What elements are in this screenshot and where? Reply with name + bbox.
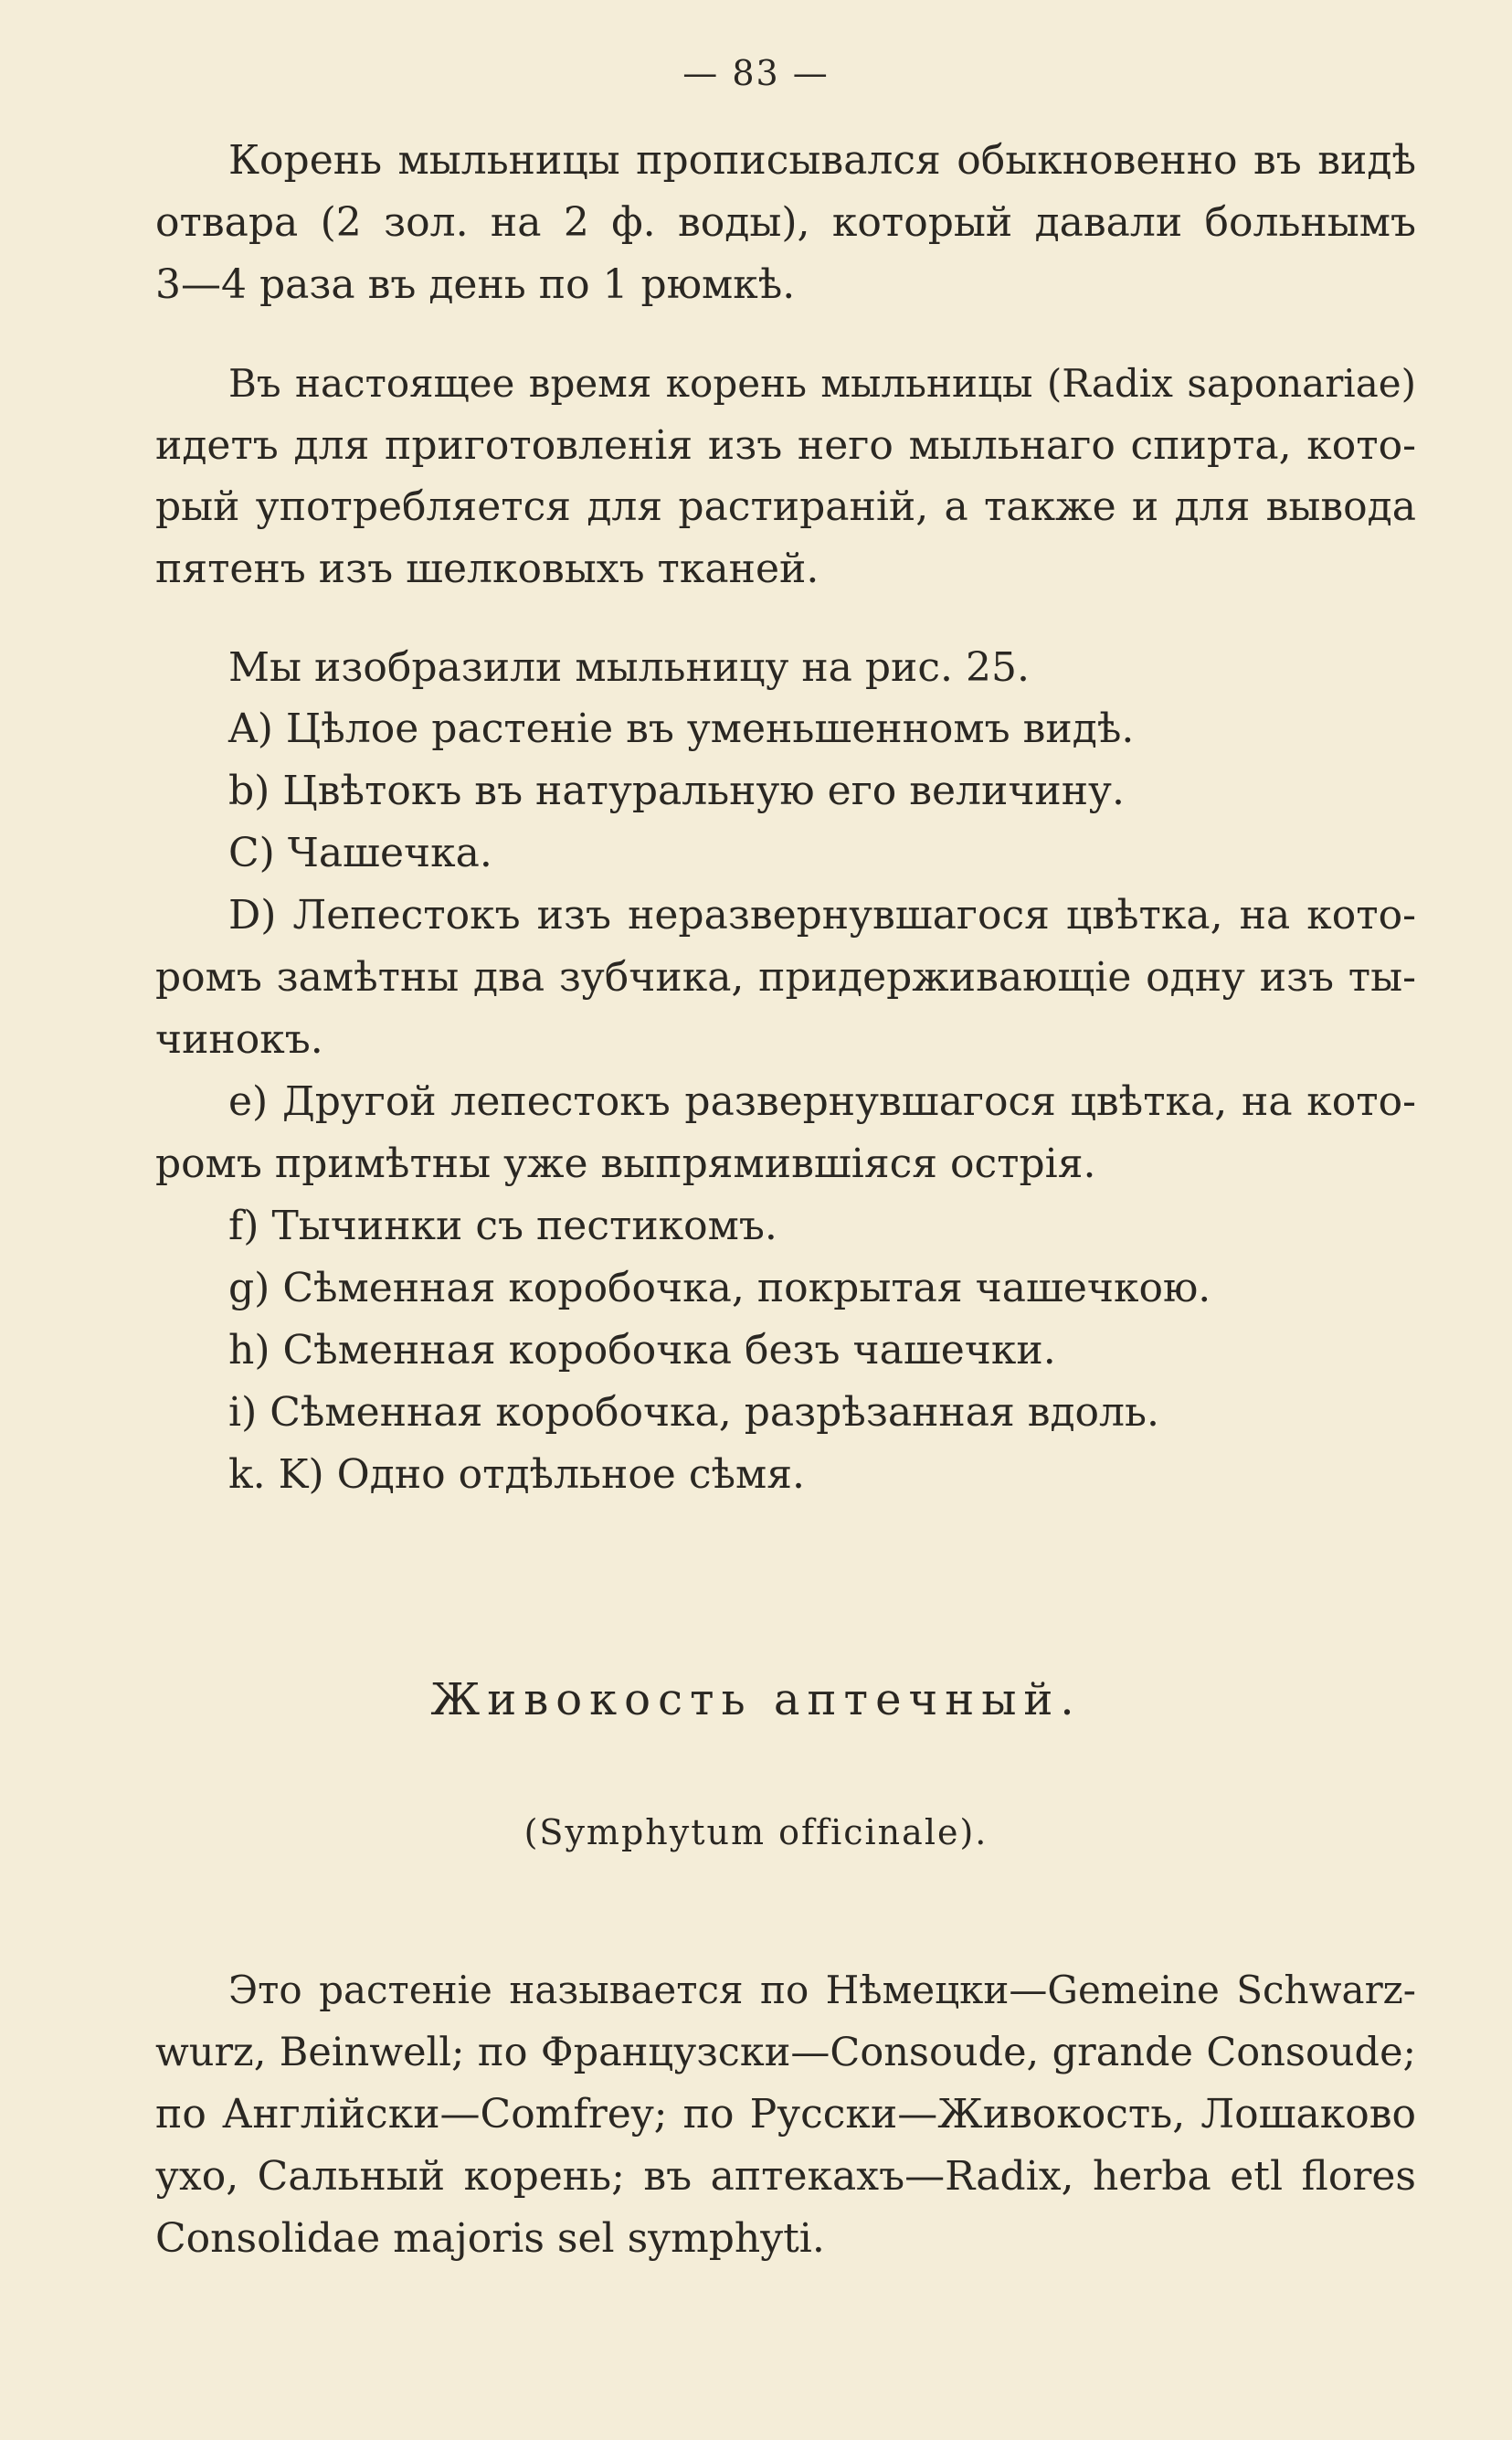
text-line: Корень мыльницы прописывался обыкновенно въ видѣ xyxy=(228,137,1416,184)
text-line: отвара (2 зол. на 2 ф. воды), который давали больнымъ xyxy=(155,199,1416,246)
section-title: Живокость аптечный. xyxy=(430,1674,1082,1725)
text-line: Въ настоящее время корень мыльницы (Radix saponariae) xyxy=(228,361,1416,406)
figure-item-cont: ромъ примѣтны уже выпрямившіяся острія. xyxy=(155,1140,1096,1187)
text-line: пятенъ изъ шелковыхъ тканей. xyxy=(155,546,819,592)
section-subtitle: (Symphytum officinale). xyxy=(523,1812,989,1852)
text-line: ухо, Сальный корень; въ аптекахъ—Radix, herba etl flores xyxy=(155,2153,1416,2200)
figure-item: e) Другой лепестокъ развернувшагося цвѣтка, на кото- xyxy=(228,1078,1416,1125)
text-line: 3—4 раза въ день по 1 рюмкѣ. xyxy=(155,261,796,308)
figure-item: f) Тычинки съ пестикомъ. xyxy=(228,1203,777,1249)
figure-item: i) Сѣменная коробочка, разрѣзанная вдоль. xyxy=(228,1389,1159,1436)
figure-item: b) Цвѣтокъ въ натуральную его величину. xyxy=(228,768,1125,814)
figure-item: A) Цѣлое растеніе въ уменьшенномъ видѣ. xyxy=(228,705,1135,752)
text-line: по Англійски—Comfrey; по Русски—Живокость, Лошаково xyxy=(155,2091,1416,2138)
figure-item-cont: чинокъ. xyxy=(155,1016,323,1063)
figure-item: g) Сѣменная коробочка, покрытая чашечкою. xyxy=(228,1265,1211,1311)
text-line: рый употребляется для растираній, а также и для вывода xyxy=(155,483,1416,530)
page-number: — 83 — xyxy=(682,53,830,93)
text-line: wurz, Beinwell; по Французски—Consoude, grande Consoude; xyxy=(155,2030,1416,2075)
text-line: Это растеніе называется по Нѣмецки—Gemeine Schwarz- xyxy=(228,1968,1416,2012)
text-line: идетъ для приготовленія изъ него мыльнаго спирта, кото- xyxy=(155,422,1416,469)
figure-item: h) Сѣменная коробочка безъ чашечки. xyxy=(228,1327,1056,1374)
figure-intro: Мы изобразили мыльницу на рис. 25. xyxy=(228,644,1030,691)
figure-item: k. K) Одно отдѣльное сѣмя. xyxy=(228,1451,805,1498)
figure-item: C) Чашечка. xyxy=(228,830,492,876)
figure-item-cont: ромъ замѣтны два зубчика, придерживающіе одну изъ ты- xyxy=(155,954,1416,1001)
figure-item: D) Лепестокъ изъ неразвернувшагося цвѣтка, на кото- xyxy=(228,892,1416,939)
text-line: Consolidae majoris sel symphyti. xyxy=(155,2215,825,2262)
